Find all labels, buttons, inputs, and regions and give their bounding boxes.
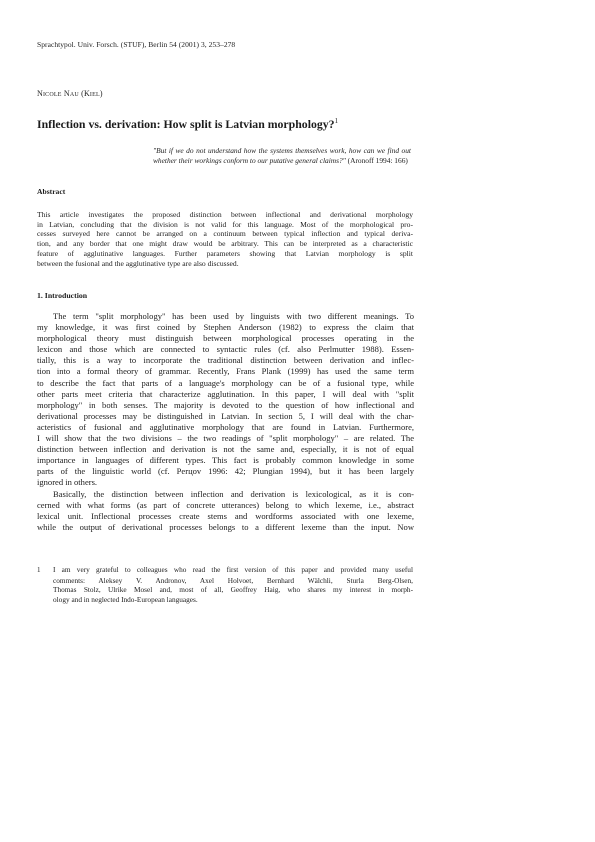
footnote-line bbox=[37, 565, 413, 576]
abstract-line: feature of agglutinative languages. Further parameters showing that Latvian morphology is split bbox=[37, 248, 413, 258]
body-line: acteristics of fusional and agglutinative morphology that are found in Latvian. Furthermore, bbox=[37, 421, 414, 432]
body-line: other parts meet criteria that characterize agglutination. In this paper, I will deal with "split bbox=[37, 388, 414, 399]
section-heading-introduction: 1. Introduction bbox=[37, 291, 88, 300]
epigraph-citation: (Aronoff 1994: 166) bbox=[347, 155, 408, 165]
body-line: Basically, the distinction between inflection and derivation is lexicological, as it is con- bbox=[53, 488, 414, 499]
author-name: Nicole Nau (Kiel) bbox=[37, 89, 103, 98]
footnote-line: ology and in neglected Indo-European languages. bbox=[53, 594, 198, 604]
body-line: cerned with what forms (as part of concrete utterances) belong to which lexeme, i.e., abstract bbox=[37, 499, 414, 510]
body-line: parts of the linguistic world (cf. Perцov 1996: 42; Plungian 1994), but it has been largely bbox=[37, 466, 414, 477]
body-line: tially, this is a way to incorporate the traditional distinction between derivation and inflec- bbox=[37, 355, 414, 366]
body-line: morphology" in both senses. The majority is devoted to the question of how inflectional and bbox=[37, 399, 414, 410]
body-line: ignored in others. bbox=[37, 477, 98, 488]
abstract-text bbox=[37, 210, 413, 268]
body-line: morphological theory must distinguish between morphological processes operating in the bbox=[37, 333, 414, 344]
body-line: distinction between inflection and derivation is not the same and, especially, it is not of equal bbox=[37, 444, 414, 455]
abstract-line: cesses surveyed here cannot be arranged on a continuum between typical inflection and typical deriva- bbox=[37, 229, 413, 239]
running-header: Sprachtypol. Univ. Forsch. (STUF), Berlin 54 (2001) 3, 253–278 bbox=[37, 40, 236, 49]
body-line: lexical unit. Inflectional processes create stems and wordforms associated with one lexeme, bbox=[37, 510, 414, 521]
title-text: Inflection vs. derivation: How split is Latvian morphology? bbox=[37, 117, 335, 131]
body-line: my knowledge, it was first coined by Stephen Anderson (1982) to express the claim that bbox=[37, 322, 414, 333]
footnote-line: comments: Aleksey V. Andronov, Axel Holvoet, Bernhard Wälchli, Sturla Berg-Olsen, bbox=[53, 575, 413, 585]
abstract-line: in Latvian, concluding that the division is not valid for this language. Most of the morphological pro- bbox=[37, 219, 413, 229]
footnote bbox=[37, 565, 413, 604]
body-line: The term "split morphology" has been used by linguists with two different meanings. To bbox=[53, 311, 414, 321]
title-footnote-mark: 1 bbox=[334, 117, 339, 125]
epigraph-quote: "But if we do not understand how the systems themselves work, how can we find out whether their workings conform to our putative general claims?" bbox=[153, 146, 411, 165]
body-line: lexicon and those which are connected to syntactic rules (cf. also Perlmutter 1988). Essen- bbox=[37, 344, 414, 355]
article-title bbox=[37, 117, 477, 132]
body-line: tion into a formal theory of grammar. Recently, Frans Plank (1999) has used the same term bbox=[37, 366, 414, 377]
footnote-line: Thomas Stolz, Ulrike Mosel and, most of all, Geoffrey Haig, who shares my interest in morph- bbox=[53, 585, 413, 595]
footnote-mark: 1 bbox=[37, 566, 41, 574]
abstract-line: This article investigates the proposed distinction between inflectional and derivational morphology bbox=[37, 210, 413, 219]
abstract-line: between the fusional and the agglutinative type are also discussed. bbox=[37, 258, 239, 268]
body-line: to describe the fact that parts of a language's morphology can be of a fusional type, while bbox=[37, 377, 414, 388]
abstract-heading: Abstract bbox=[37, 187, 66, 196]
body-line: while the output of derivational processes belongs to a different lexeme than the input. Now bbox=[37, 521, 414, 532]
abstract-line: tion, and any border that one might draw would be arbitrary. This can be interpreted as a characteristic bbox=[37, 239, 413, 249]
body-line: importance in languages of different types. This fact is probably common knowledge in some bbox=[37, 455, 414, 466]
epigraph bbox=[153, 146, 411, 166]
body-line: derivational processes may be distinguished in Latvian. In section 5, I will deal with the char- bbox=[37, 410, 414, 421]
body-text bbox=[37, 311, 414, 533]
footnote-line-text: I am very grateful to colleagues who read the first version of this paper and provided many useful bbox=[53, 565, 413, 574]
body-line: I will show that the two divisions – the two readings of "split morphology" – are related. The bbox=[37, 433, 414, 444]
